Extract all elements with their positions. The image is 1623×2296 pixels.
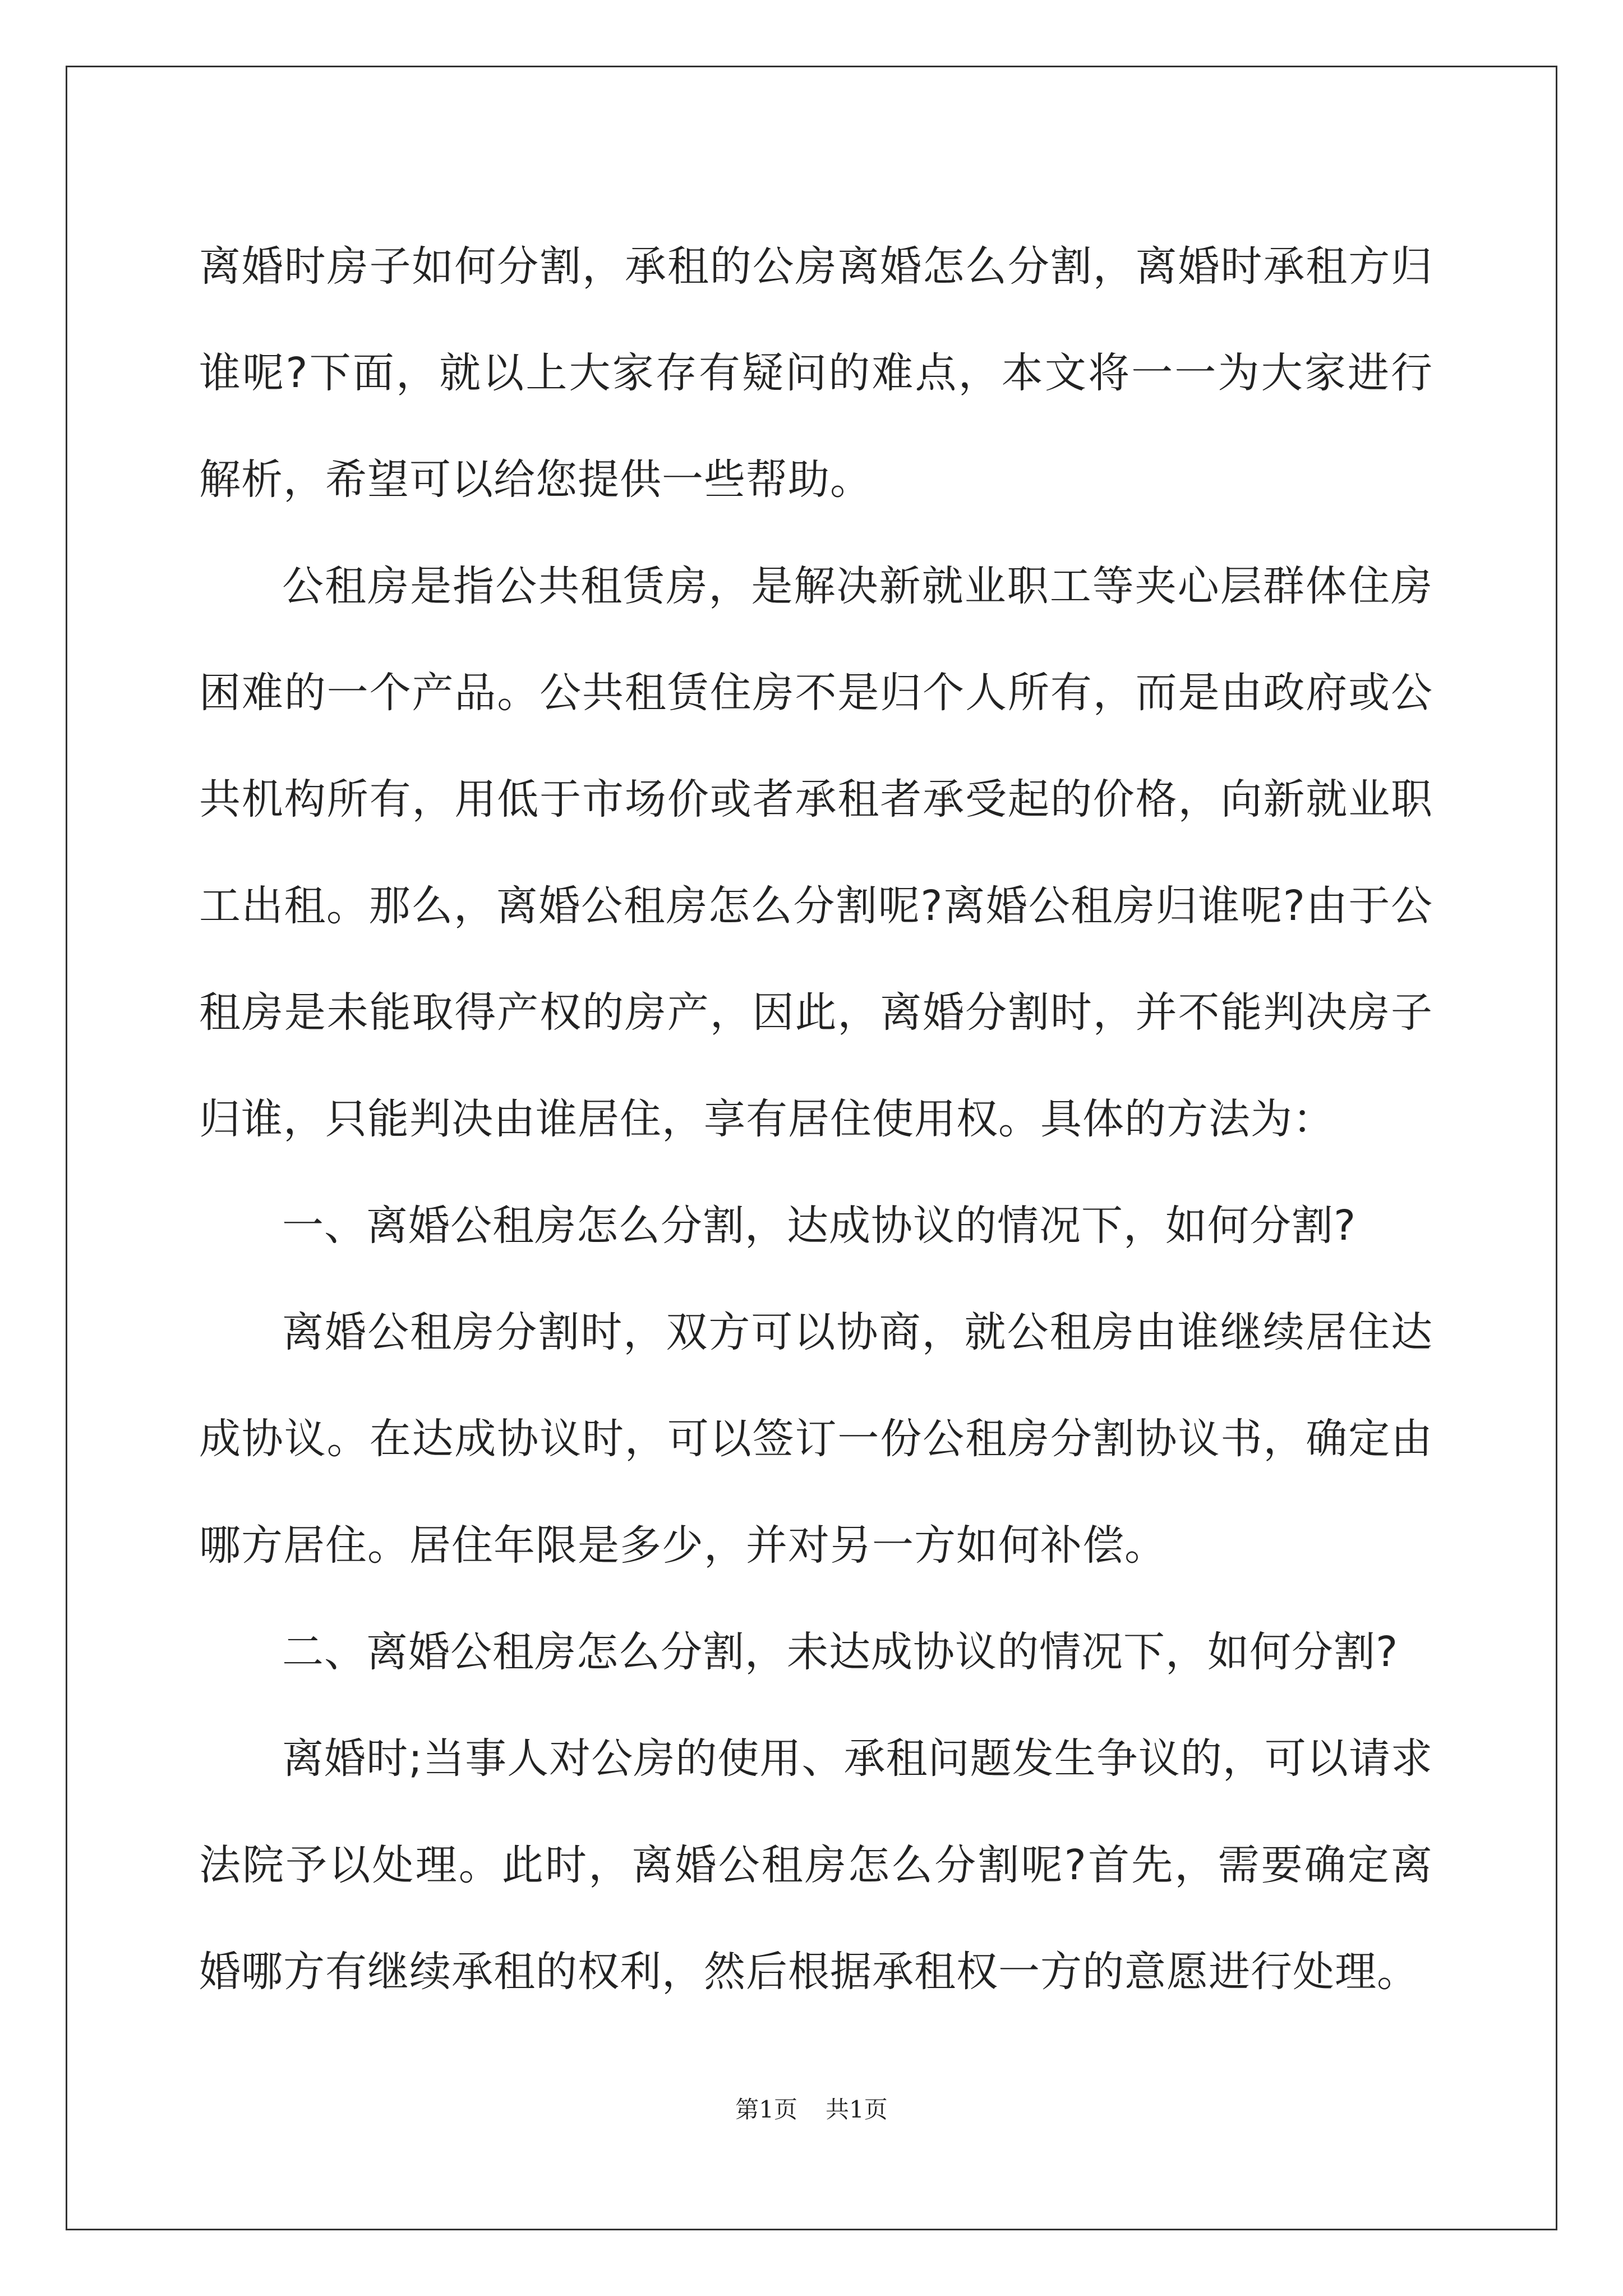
heading-section-one: 一、离婚公租房怎么分割，达成协议的情况下，如何分割?: [282, 1202, 1357, 1250]
document-body: [199, 213, 1433, 2025]
paragraph-intro: 离婚时房子如何分割，承租的公房离婚怎么分割，离婚时承租方归谁呢?下面，就以上大家存有疑问的难点，本文将一一为大家进行解析，希望可以给您提供一些帮助。: [199, 242, 1433, 504]
paragraph-court: 离婚时;当事人对公房的使用、承租问题发生争议的，可以请求法院予以处理。此时，离婚公租房怎么分割呢?首先，需要确定离婚哪方有继续承租的权利，然后根据承租权一方的意愿进行处理。: [199, 1734, 1433, 1996]
page-total: 共1页: [826, 2096, 888, 2123]
page-number: 第1页: [735, 2096, 797, 2123]
page-footer: [0, 2091, 1623, 2125]
heading-section-two: 二、离婚公租房怎么分割，未达成协议的情况下，如何分割?: [282, 1628, 1399, 1676]
paragraph-definition: 公租房是指公共租赁房，是解决新就业职工等夹心层群体住房困难的一个产品。公共租赁住房不是归个人所有，而是由政府或公共机构所有，用低于市场价或者承租者承受起的价格，向新就业职工出租。那么，离婚公租房怎么分割呢?离婚公租房归谁呢?由于公租房是未能取得产权的房产，因此，离婚分割时，并不能判决房子归谁，只能判决由谁居住，享有居住使用权。具体的方法为：: [199, 562, 1433, 1143]
paragraph-agreement: 离婚公租房分割时，双方可以协商，就公租房由谁继续居住达成协议。在达成协议时，可以签订一份公租房分割协议书，确定由哪方居住。居住年限是多少，并对另一方如何补偿。: [199, 1308, 1433, 1570]
